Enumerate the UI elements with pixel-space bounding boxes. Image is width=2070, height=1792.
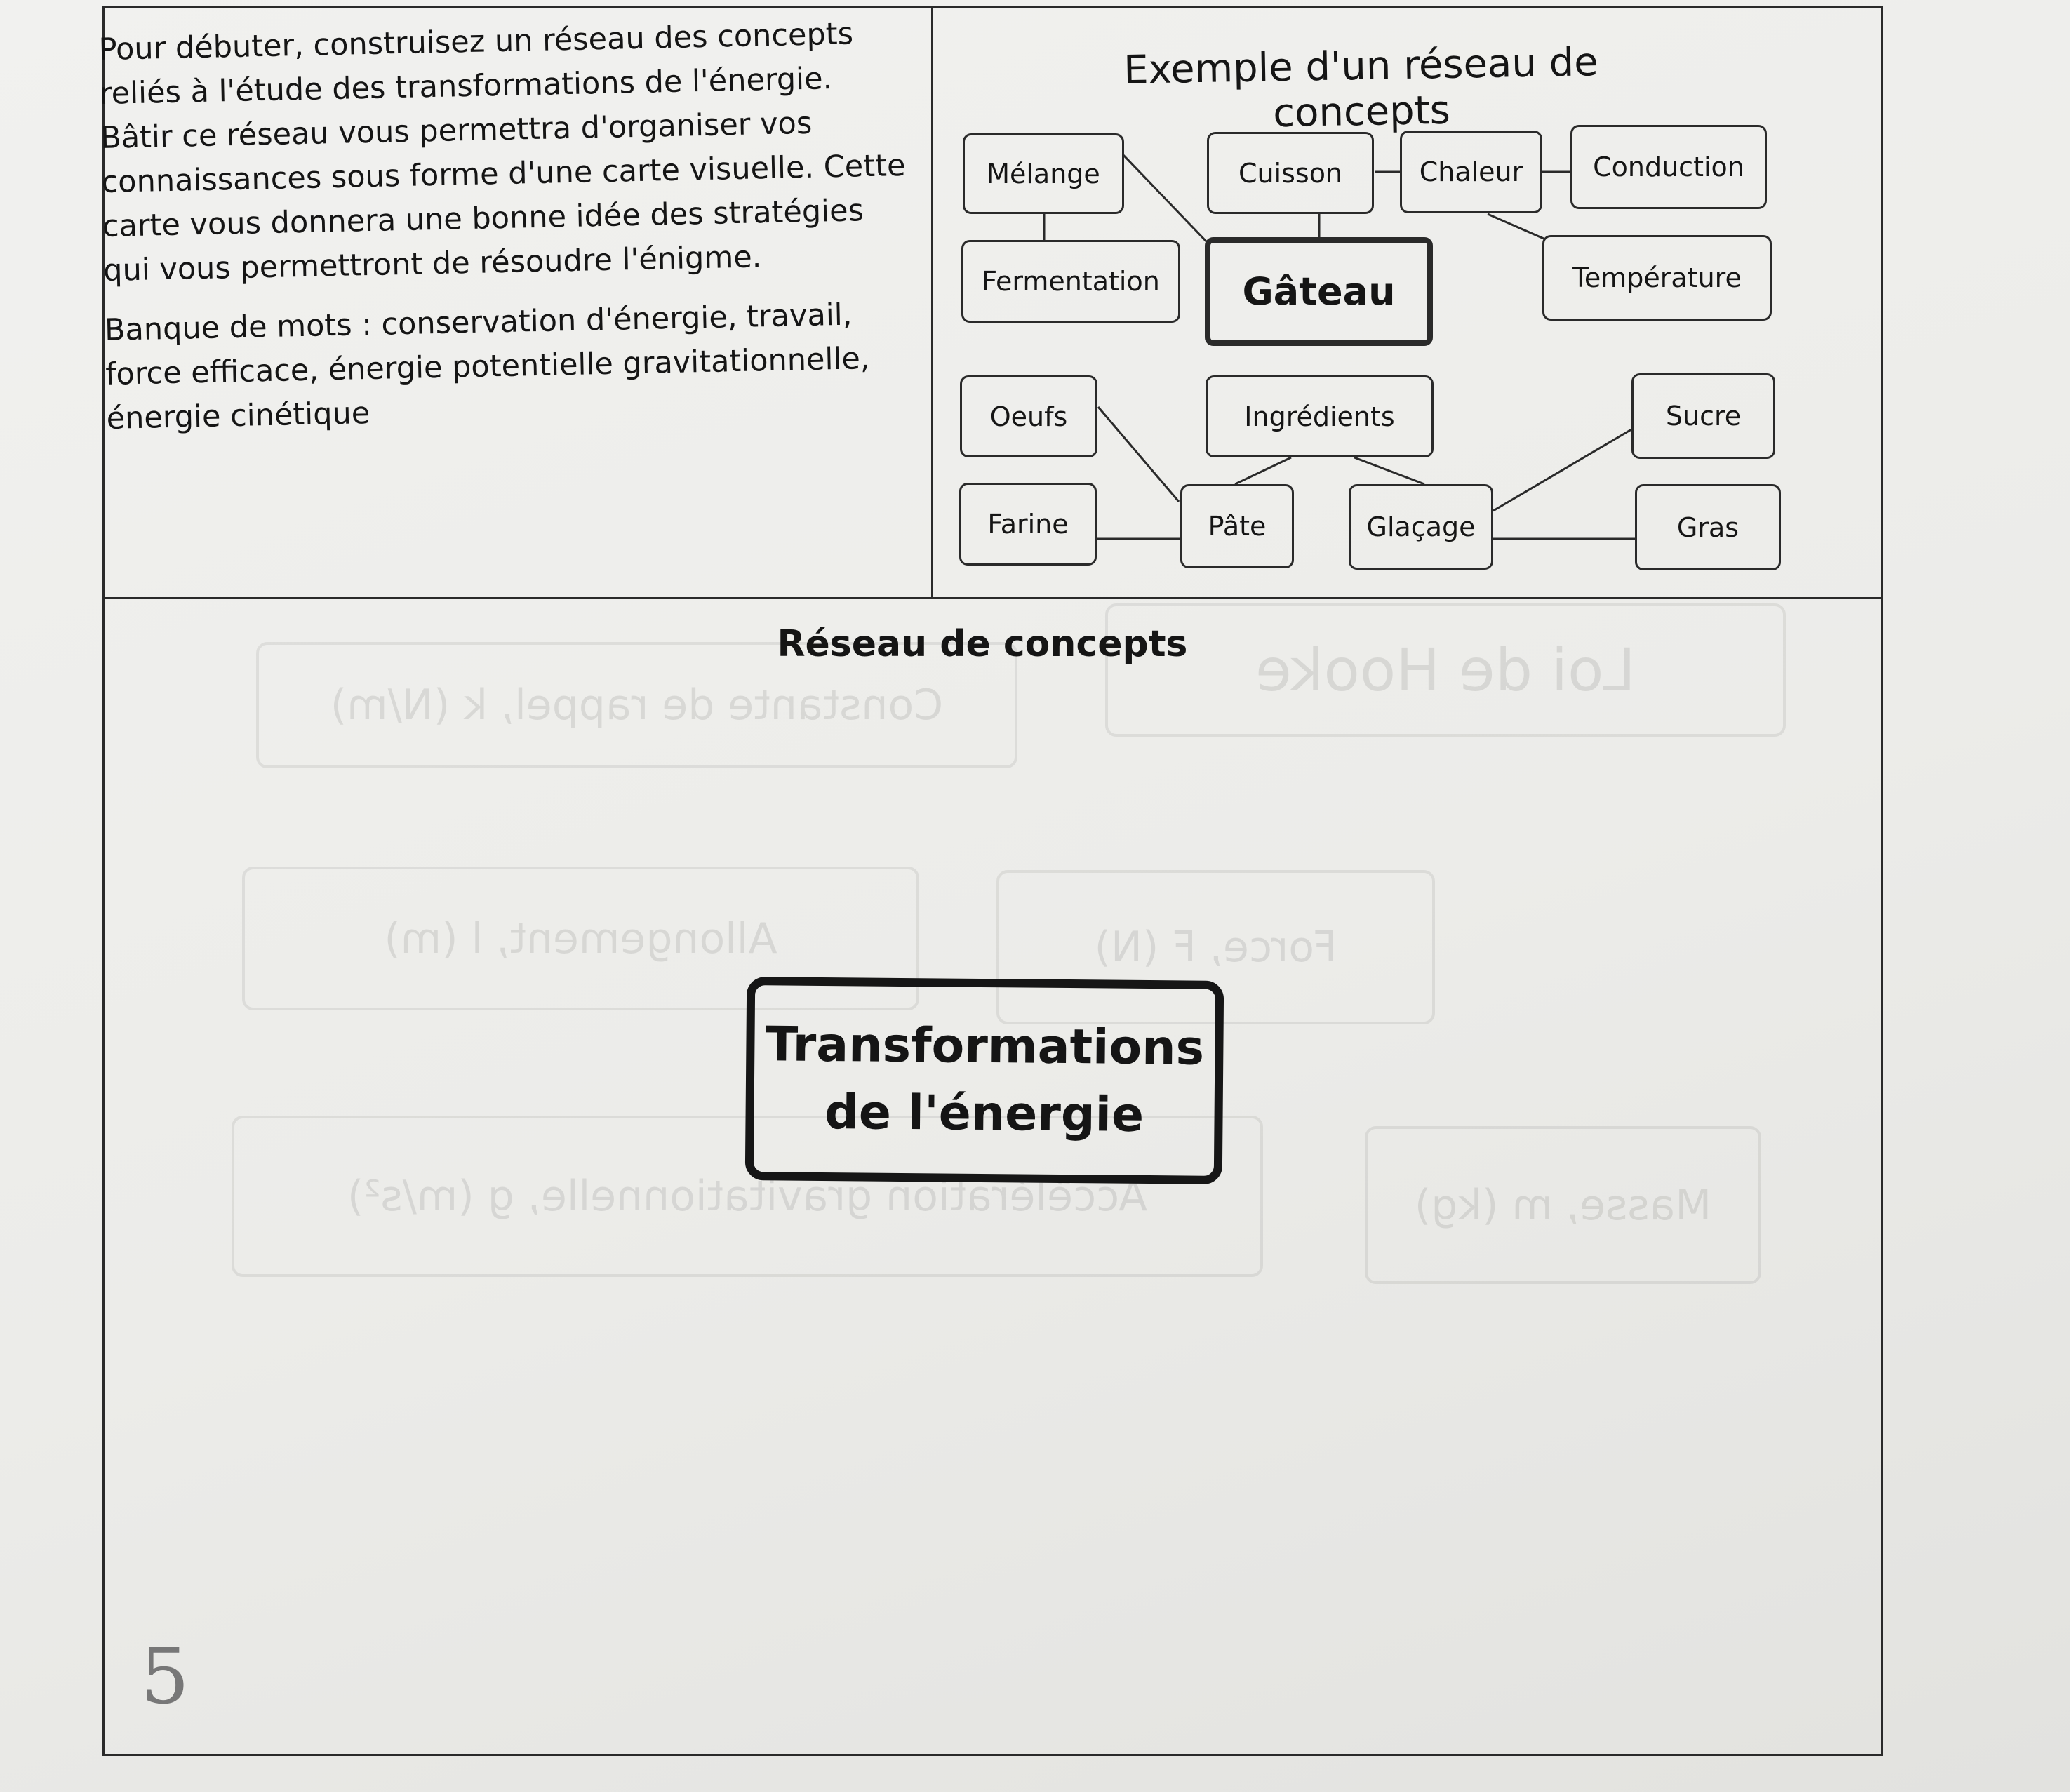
node-label: Gâteau [1242, 269, 1396, 314]
node-conduction [1570, 125, 1767, 209]
bleed-through-text: Loi de Hooke [1255, 636, 1636, 704]
link-ingredients-glacage [1354, 457, 1424, 484]
node-label: Cuisson [1238, 157, 1343, 189]
instructions-paragraph: Pour débuter, construisez un réseau des concepts reliés à l'étude des transformations de l'énergie. Bâtir ce réseau vous permettra d'organiser vos connaissances sous forme d'une carte visuelle. Cette carte vous donnera une bonne idée des stratégies qui vous permettront de résoudre l'énigme. [98, 16, 906, 288]
node-label: Fermentation [982, 266, 1160, 297]
node-label: Pâte [1208, 511, 1267, 542]
node-gras [1635, 484, 1781, 570]
central-concept-line2: de l'énergie [824, 1085, 1144, 1143]
node-label: Gras [1676, 511, 1740, 543]
link-ingredients-pate [1235, 457, 1291, 484]
node-chaleur [1400, 131, 1542, 213]
link-glacage-sucre [1493, 429, 1631, 511]
link-melange-gateau [1123, 154, 1207, 242]
node-sucre [1631, 373, 1775, 459]
node-gateau [1205, 237, 1433, 346]
bleed-through-text: Allongement, l (m) [384, 914, 777, 963]
central-concept-box [745, 977, 1224, 1184]
node-label: Oeufs [989, 401, 1068, 432]
node-melange [963, 133, 1124, 214]
node-label: Conduction [1593, 152, 1744, 182]
network-title: Réseau de concepts [777, 623, 1188, 665]
node-temperature [1542, 235, 1772, 321]
link-oeufs-pate [1098, 407, 1179, 502]
node-oeufs [960, 375, 1097, 457]
node-farine [959, 483, 1097, 566]
node-pate [1180, 484, 1294, 568]
link-chaleur-temperature [1488, 214, 1544, 239]
node-label: Glaçage [1366, 511, 1476, 542]
example-title: Exemple d'un réseau de concepts [1123, 39, 1599, 137]
page-number: 5 [140, 1631, 189, 1721]
bleed-through-text: Force, F (N) [1094, 923, 1337, 972]
bleed-through-text: Constante de rappel, k (N/m) [330, 681, 944, 730]
node-label: Sucre [1665, 401, 1742, 432]
node-fermentation [961, 240, 1180, 323]
word-bank: Banque de mots : conservation d'énergie, travail, force efficace, énergie potentielle gravitationnelle, énergie cinétique [104, 297, 870, 436]
node-label: Ingrédients [1244, 401, 1395, 432]
bleed-through-text: Masse, m (kg) [1414, 1180, 1712, 1230]
node-cuisson [1207, 132, 1374, 214]
node-label: Température [1572, 262, 1742, 293]
bleed-through-text: Accélération gravitationnelle, g (m/s²) [347, 1172, 1148, 1221]
central-concept-line1: Transformations [765, 1017, 1205, 1076]
node-label: Mélange [987, 158, 1100, 189]
node-glacage [1349, 484, 1493, 570]
node-label: Farine [987, 509, 1069, 540]
node-ingredients [1206, 375, 1434, 457]
node-label: Chaleur [1419, 156, 1523, 187]
